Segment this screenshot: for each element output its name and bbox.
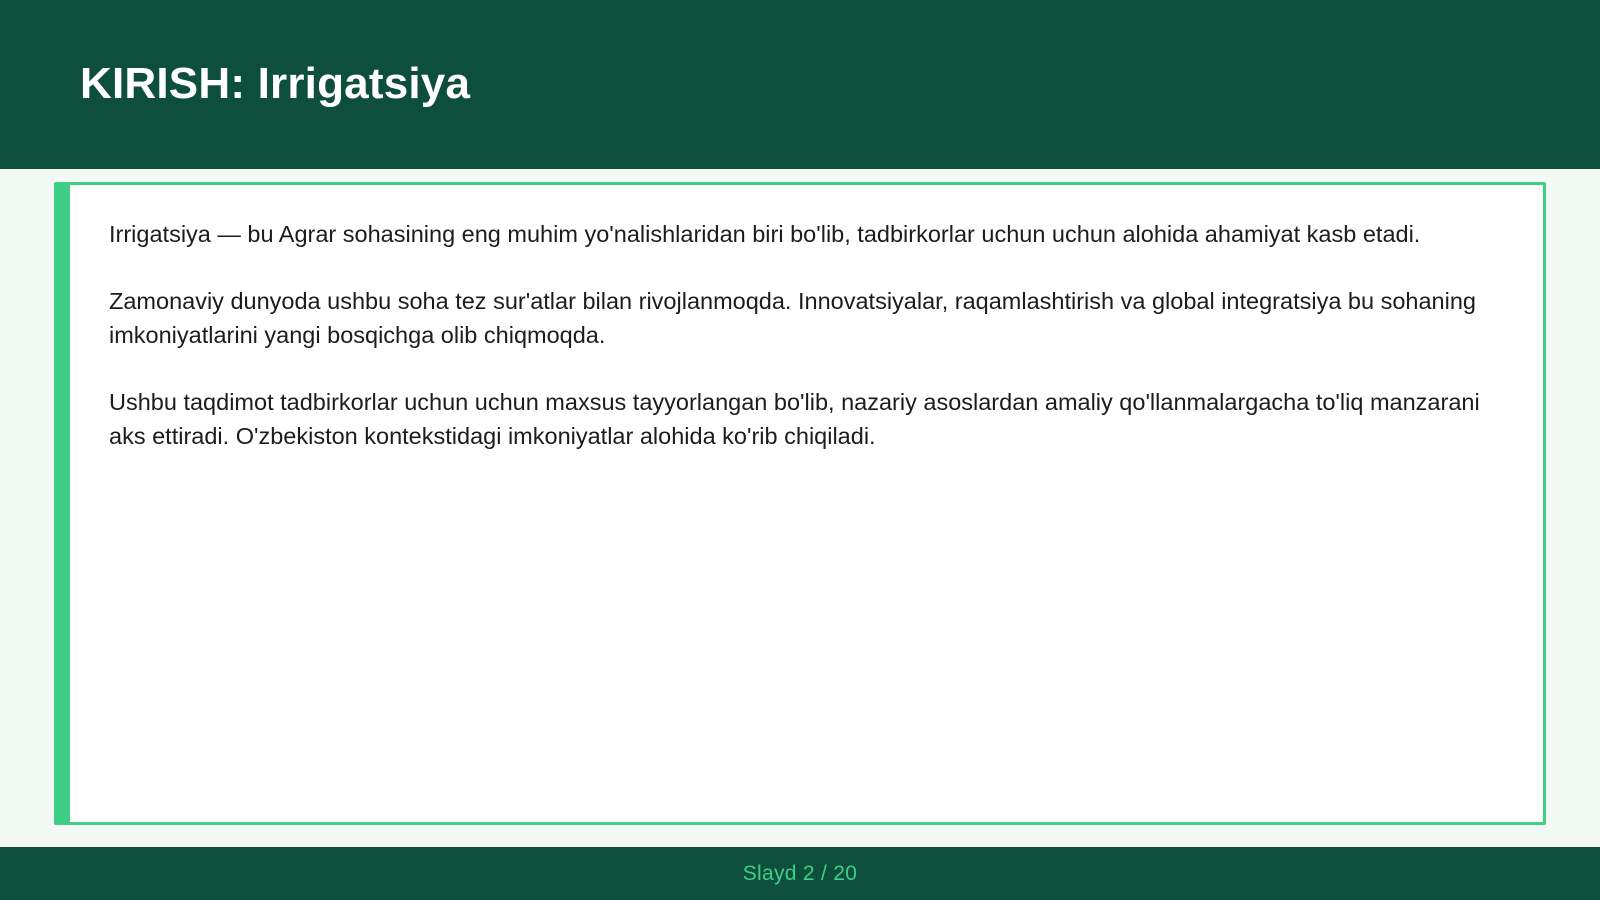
paragraph-1: Irrigatsiya — bu Agrar sohasining eng muhim yo'nalishlaridan biri bo'lib, tadbirkorlar uchun uchun alohida ahamiyat kasb etadi. — [109, 221, 1421, 247]
slide-footer — [0, 847, 1600, 900]
slide-header — [0, 0, 1600, 169]
slide-title: KIRISH: Irrigatsiya — [80, 59, 471, 108]
paragraph-2: Zamonaviy dunyoda ushbu soha tez sur'atlar bilan rivojlanmoqda. Innovatsiyalar, raqamlashtirish va global integratsiya bu sohaning imkoniyatlarini yangi bosqichga olib chiqmoqda. — [109, 288, 1476, 348]
slide-number: Slayd 2 / 20 — [742, 861, 858, 885]
content-box — [54, 182, 1546, 825]
paragraph-3: Ushbu taqdimot tadbirkorlar uchun uchun maxsus tayyorlangan bo'lib, nazariy asoslardan amaliy qo'llanmalargacha to'liq manzarani aks ettiradi. O'zbekiston kontekstidagi imkoniyatlar alohida ko'rib chiqiladi. — [109, 389, 1480, 449]
